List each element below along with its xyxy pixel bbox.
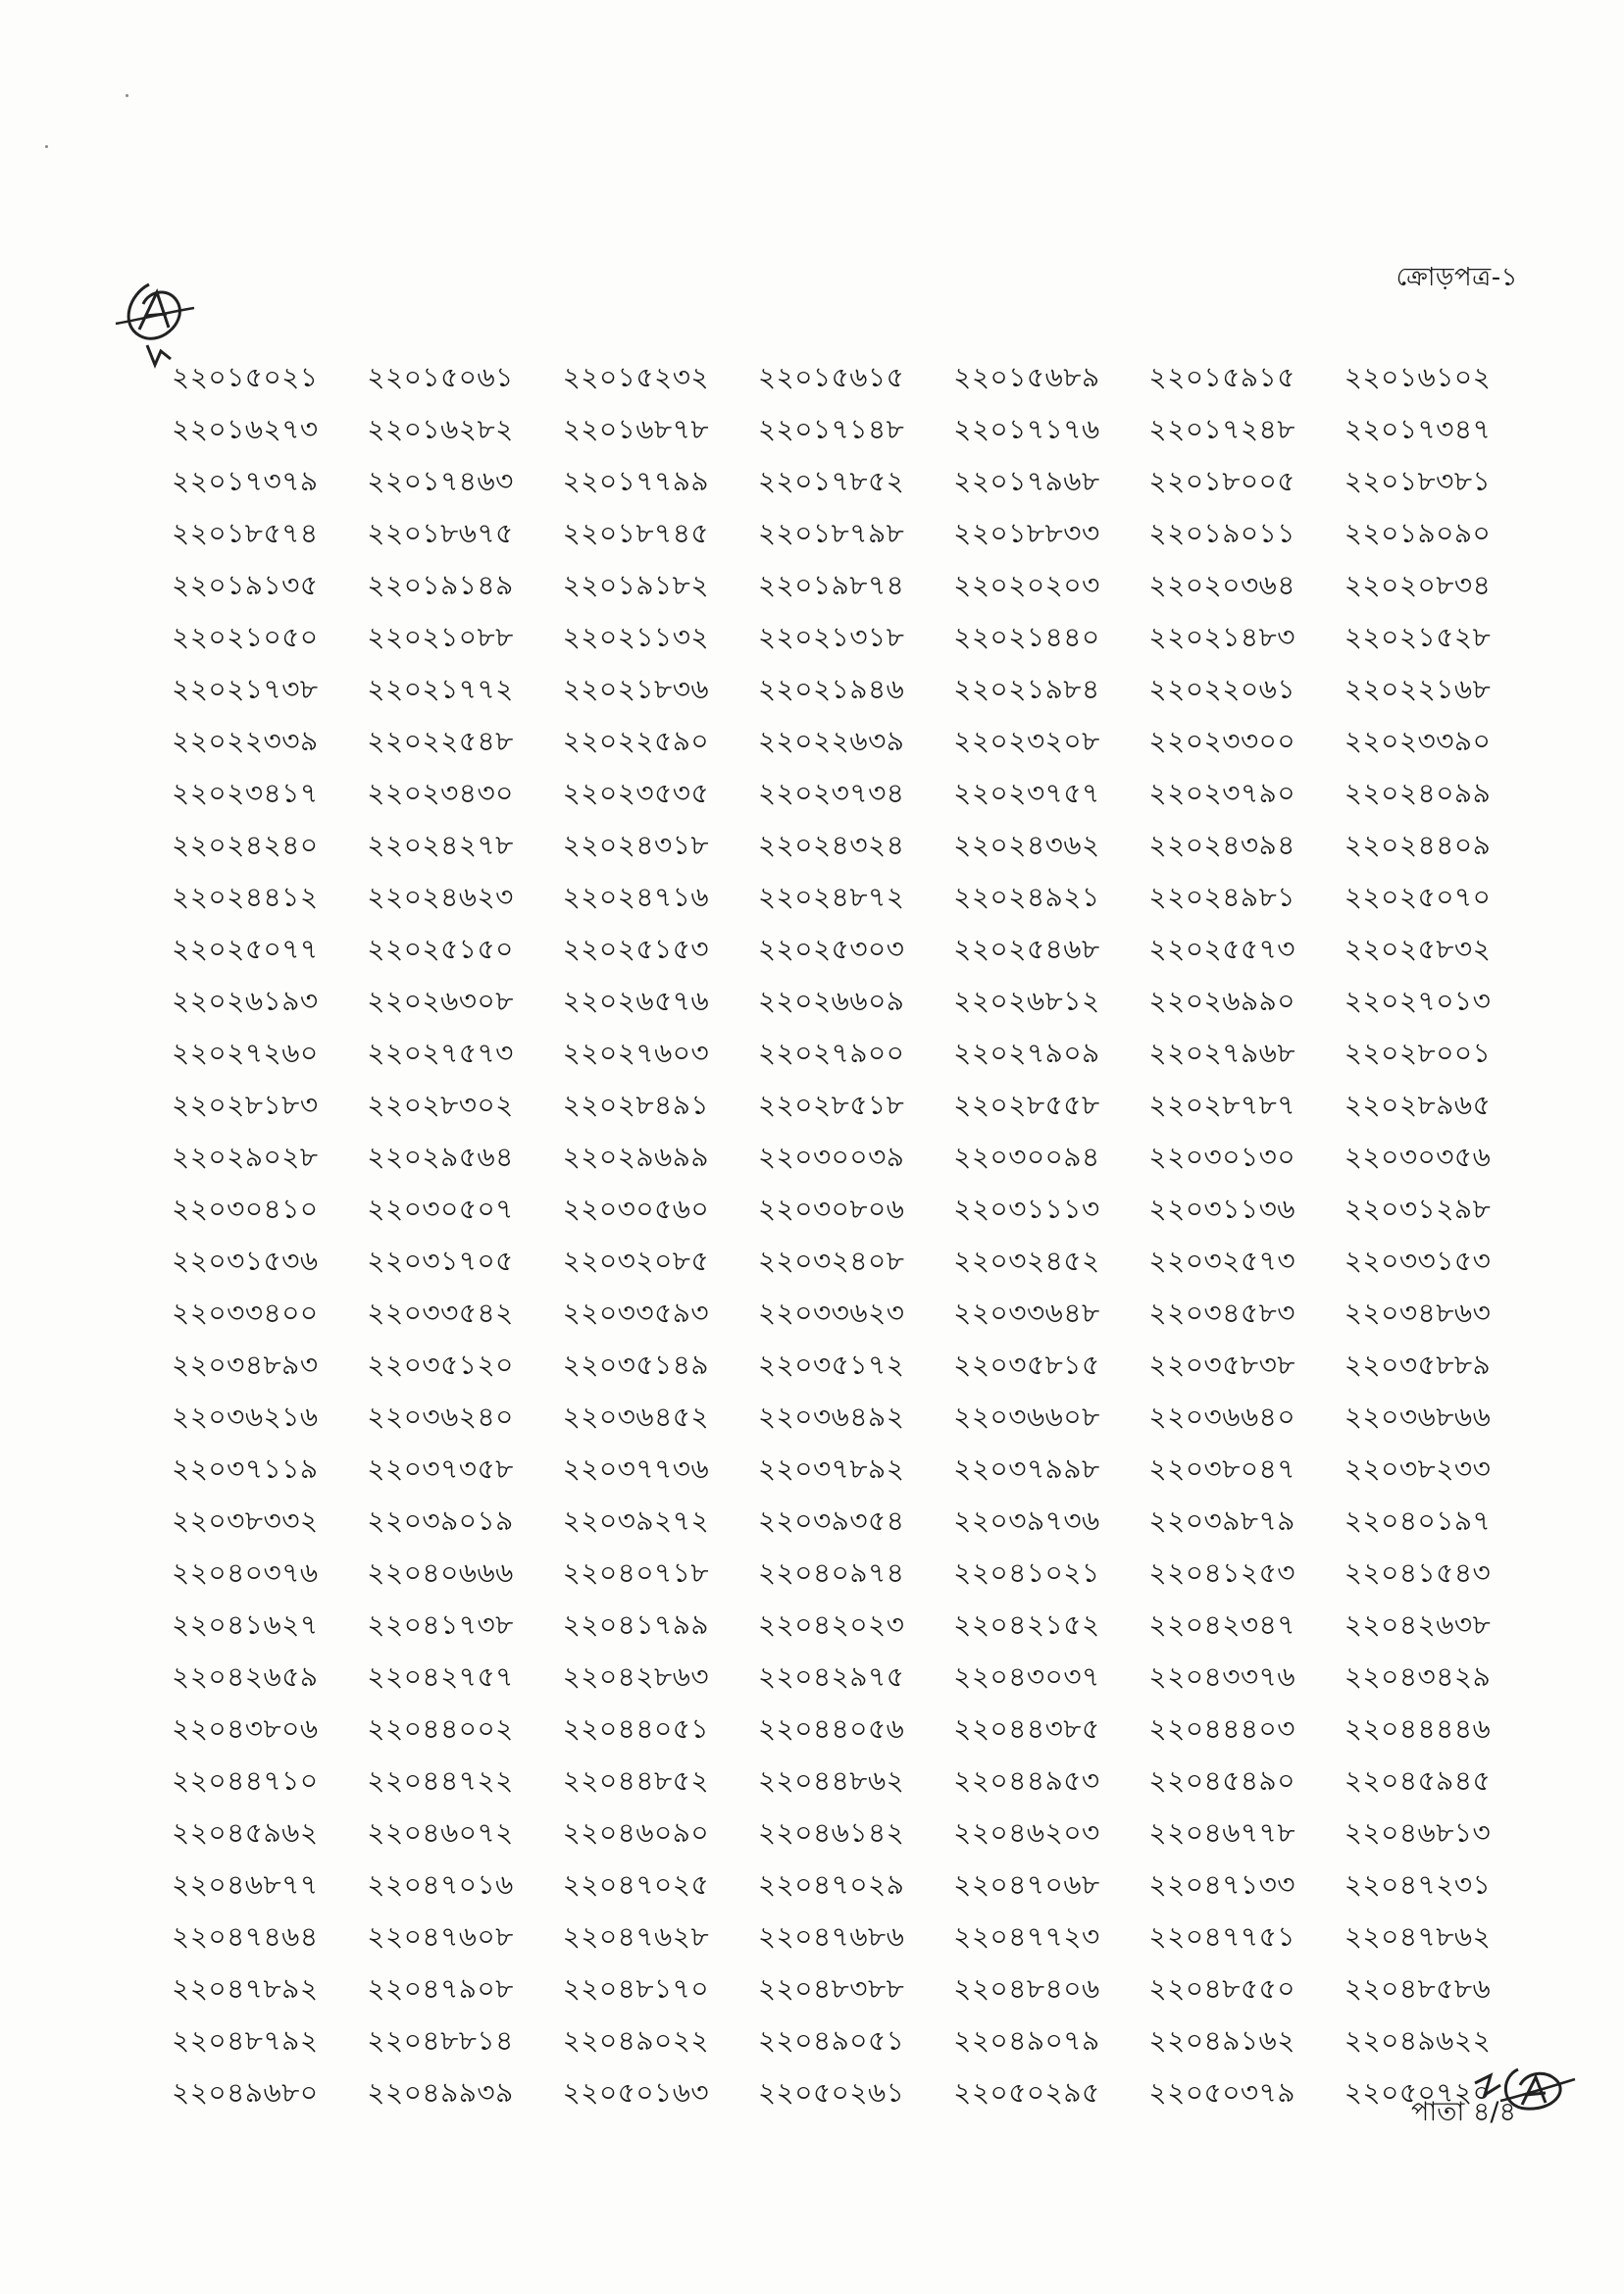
roll-number-cell: ২২০১৮০০৫ <box>1148 465 1295 497</box>
roll-number-cell: ২২০৪৬২০৩ <box>953 1816 1100 1849</box>
table-row <box>172 977 1540 1029</box>
roll-number-cell: ২২০৪০৬৬৬ <box>367 1556 514 1589</box>
roll-number-cell: ২২০১৯০১১ <box>1148 517 1295 549</box>
roll-number-cell: ২২০১৯১৮২ <box>562 569 710 601</box>
roll-number-cell: ২২০৩৪৮৯৩ <box>172 1349 319 1381</box>
roll-number-cell: ২২০২৭২৬০ <box>172 1037 319 1069</box>
roll-number-cell: ২২০২৯৫৬৪ <box>367 1141 514 1173</box>
roll-number-cell: ২২০৩৬৬৪০ <box>1148 1401 1296 1433</box>
roll-number-cell: ২২০২৪৩৯৪ <box>1148 829 1295 861</box>
roll-number-cell: ২২০১৫৬১৫ <box>757 361 905 393</box>
roll-number-cell: ২২০২৩৪৩০ <box>367 777 514 809</box>
roll-number-cell: ২২০৪০৯৭৪ <box>757 1556 905 1589</box>
roll-number-cell: ২২০২৮১৮৩ <box>172 1089 319 1121</box>
roll-number-cell: ২২০২৪৭১৬ <box>562 881 710 913</box>
roll-number-cell: ২২০৪১২৫৩ <box>1148 1556 1295 1589</box>
roll-number-cell: ২২০২০২০৩ <box>953 569 1100 601</box>
roll-number-cell: ২২০২৪৩২৪ <box>757 829 905 861</box>
roll-number-cell: ২২০২১৯৪৬ <box>757 673 905 705</box>
roll-number-cell: ২২০৪৬০৭২ <box>367 1816 514 1849</box>
roll-number-cell: ২২০৩৩৫৯৩ <box>562 1297 710 1329</box>
roll-number-cell: ২২০৩৩৬৪৮ <box>953 1297 1100 1329</box>
roll-number-cell: ২২০২১০৫০ <box>172 621 319 653</box>
roll-number-cell: ২২০১৫৬৮৯ <box>953 361 1100 393</box>
roll-number-cell: ২২০৩৯২৭২ <box>562 1504 710 1537</box>
roll-number-cell: ২২০৪৪৯৫৩ <box>953 1764 1100 1797</box>
roll-number-cell: ২২০১৮৮৩৩ <box>953 517 1100 549</box>
table-row <box>172 1912 1540 1964</box>
roll-number-cell: ২২০৪৯০২২ <box>562 2024 710 2057</box>
table-row <box>172 1497 1540 1549</box>
table-row <box>172 717 1540 769</box>
roll-number-cell: ২২০৫০১৬৩ <box>562 2076 710 2109</box>
roll-number-cell: ২২০২৫৪৬৮ <box>953 933 1100 965</box>
roll-number-cell: ২২০২৮৫১৮ <box>757 1089 905 1121</box>
roll-number-cell: ২২০৪৭১৩৩ <box>1148 1868 1295 1901</box>
roll-number-cell: ২২০২৬৬০৯ <box>757 985 905 1017</box>
roll-number-cell: ২২০৪৯০৭৯ <box>953 2024 1100 2057</box>
roll-number-cell: ২২০৩৭১১৯ <box>172 1453 319 1485</box>
roll-number-cell: ২২০৪৭০২৯ <box>757 1868 905 1901</box>
roll-number-cell: ২২০৪৭৯০৮ <box>367 1972 514 2005</box>
roll-number-cell: ২২০১৭১৪৮ <box>757 413 905 445</box>
roll-number-cell: ২২০৪৩৮০৬ <box>172 1712 319 1745</box>
roll-number-cell: ২২০৩৩৬২৩ <box>757 1297 905 1329</box>
roll-number-cell: ২২০৪৯০৫১ <box>757 2024 905 2057</box>
roll-number-cell: ২২০৪৫৯৪৫ <box>1344 1764 1492 1797</box>
roll-number-cell: ২২০২৪৪০৯ <box>1344 829 1492 861</box>
roll-number-cell: ২২০৪৬৮৭৭ <box>172 1868 319 1901</box>
roll-number-cell: ২২০৩৬৪৯২ <box>757 1401 905 1433</box>
roll-number-cell: ২২০১৬৮৭৮ <box>562 413 710 445</box>
roll-number-cell: ২২০২৬৫৭৬ <box>562 985 710 1017</box>
roll-number-cell: ২২০১৮৬৭৫ <box>367 517 514 549</box>
page-number: পাতা ৪/৪ <box>1411 2097 1516 2127</box>
table-row <box>172 405 1540 457</box>
table-row <box>172 665 1540 717</box>
roll-number-cell: ২২০২৮৫৫৮ <box>953 1089 1100 1121</box>
roll-number-cell: ২২০২৮৪৯১ <box>562 1089 710 1121</box>
roll-number-cell: ২২০৪৪০৫৬ <box>757 1712 905 1745</box>
roll-number-cell: ২২০২৭৯৬৮ <box>1148 1037 1295 1069</box>
roll-number-cell: ২২০৫০২৬১ <box>757 2076 905 2109</box>
table-row <box>172 1861 1540 1912</box>
roll-number-cell: ২২০৩৬৪৫২ <box>562 1401 710 1433</box>
roll-number-cell: ২২০৩৬৬০৮ <box>953 1401 1100 1433</box>
table-row <box>172 353 1540 405</box>
roll-number-cell: ২২০২৫১৫৩ <box>562 933 710 965</box>
roll-number-cell: ২২০৪৬৭৭৮ <box>1148 1816 1295 1849</box>
roll-number-cell: ২২০৫০৩৭৯ <box>1148 2076 1295 2109</box>
roll-number-cell: ২২০৪৭২৩১ <box>1344 1868 1492 1901</box>
roll-number-cell: ২২০৩৯৭৩৬ <box>953 1504 1100 1537</box>
roll-number-cell: ২২০১৯১৩৫ <box>172 569 319 601</box>
roll-number-cell: ২২০৪৭৪৬৪ <box>172 1920 319 1953</box>
roll-number-cell: ২২০৩৮৩৩২ <box>172 1504 319 1537</box>
table-row <box>172 769 1540 821</box>
roll-number-cell: ২২০২১১৩২ <box>562 621 710 653</box>
roll-number-cell: ২২০৪৪৩৮৫ <box>953 1712 1100 1745</box>
roll-number-cell: ২২০৩৭৯৯৮ <box>953 1453 1100 1485</box>
roll-number-cell: ২২০১৮৫৭৪ <box>172 517 319 549</box>
table-row <box>172 1289 1540 1341</box>
table-row <box>172 821 1540 873</box>
roll-number-cell: ২২০২৬৯৯০ <box>1148 985 1295 1017</box>
roll-number-cell: ২২০২৭৯০৯ <box>953 1037 1100 1069</box>
roll-number-cell: ২২০৩০৩৫৬ <box>1344 1141 1492 1173</box>
roll-number-cell: ২২০১৯০৯০ <box>1344 517 1492 549</box>
roll-number-cell: ২২০৪১৭৯৯ <box>562 1608 710 1641</box>
roll-number-cell: ২২০৩৩১৫৩ <box>1344 1245 1492 1277</box>
roll-number-cell: ২২০২১৫২৮ <box>1344 621 1492 653</box>
roll-number-cell: ২২০৪৪০৫১ <box>562 1712 710 1745</box>
roll-number-cell: ২২০৩৪৮৬৩ <box>1344 1297 1492 1329</box>
roll-number-cell: ২২০২৮৯৬৫ <box>1344 1089 1492 1121</box>
roll-number-cell: ২২০৪৭৮৬২ <box>1344 1920 1492 1953</box>
roll-number-cell: ২২০২৪২৭৮ <box>367 829 514 861</box>
roll-number-cell: ২২০১৬১০২ <box>1344 361 1492 393</box>
roll-number-cell: ২২০২৮৭৮৭ <box>1148 1089 1295 1121</box>
roll-number-cell: ২২০৩৩৫৪২ <box>367 1297 514 1329</box>
roll-number-cell: ২২০৩২৪০৮ <box>757 1245 905 1277</box>
roll-number-cell: ২২০৪২৯৭৫ <box>757 1660 905 1693</box>
table-row <box>172 509 1540 561</box>
roll-number-cell: ২২০২৩৫৩৫ <box>562 777 710 809</box>
roll-number-cell: ২২০৩০০৯৪ <box>953 1141 1100 1173</box>
roll-number-cell: ২২০৪৭৮৯২ <box>172 1972 319 2005</box>
table-row <box>172 1185 1540 1237</box>
roll-number-cell: ২২০৪১৬২৭ <box>172 1608 319 1641</box>
roll-number-cell: ২২০১৬২৭৩ <box>172 413 319 445</box>
roll-number-cell: ২২০৪৯৬২২ <box>1344 2024 1492 2057</box>
table-row <box>172 1029 1540 1081</box>
roll-number-cell: ২২০৪২০২৩ <box>757 1608 905 1641</box>
roll-number-cell: ২২০১৬২৮২ <box>367 413 514 445</box>
roll-number-cell: ২২০১৭৩৭৯ <box>172 465 319 497</box>
table-row <box>172 1601 1540 1653</box>
roll-number-cell: ২২০৪৪৮৫২ <box>562 1764 710 1797</box>
roll-number-cell: ২২০২৬৩০৮ <box>367 985 514 1017</box>
roll-number-cell: ২২০৩৯০১৯ <box>367 1504 514 1537</box>
roll-number-cell: ২২০১৭১৭৬ <box>953 413 1100 445</box>
roll-number-cell: ২২০৪৮৩৮৮ <box>757 1972 905 2005</box>
roll-number-cell: ২২০৩৯৩৫৪ <box>757 1504 905 1537</box>
roll-number-cell: ২২০১৭৭৯৯ <box>562 465 710 497</box>
scan-speck <box>126 94 128 97</box>
roll-number-cell: ২২০৩৫১৭২ <box>757 1349 905 1381</box>
roll-number-cell: ২২০২৩৪১৭ <box>172 777 319 809</box>
roll-number-cell: ২২০২৮৩০২ <box>367 1089 514 1121</box>
roll-number-cell: ২২০২২৩৩৯ <box>172 725 319 757</box>
roll-number-cell: ২২০৪৮৫৮৬ <box>1344 1972 1492 2005</box>
roll-number-cell: ২২০৪৭৭৫১ <box>1148 1920 1295 1953</box>
roll-number-cell: ২২০৪৭০৬৮ <box>953 1868 1100 1901</box>
roll-number-cell: ২২০৪১৭৩৮ <box>367 1608 514 1641</box>
table-row <box>172 457 1540 509</box>
roll-number-cell: ২২০২৬৮১২ <box>953 985 1100 1017</box>
table-row <box>172 1133 1540 1185</box>
roll-number-cell: ২২০২৫৩০৩ <box>757 933 905 965</box>
roll-number-cell: ২২০৪৮৫৫০ <box>1148 1972 1295 2005</box>
roll-number-cell: ২২০৩২৫৭৩ <box>1148 1245 1296 1277</box>
roll-number-cell: ২২০৪৪৭২২ <box>367 1764 514 1797</box>
roll-number-cell: ২২০৪৪০০২ <box>367 1712 514 1745</box>
table-row <box>172 873 1540 925</box>
roll-number-cell: ২২০৩১২৯৮ <box>1344 1193 1492 1225</box>
roll-number-cell: ২২০৪৫৯৬২ <box>172 1816 319 1849</box>
roll-number-cell: ২২০৪৩৩৭৬ <box>1148 1660 1296 1693</box>
roll-number-cell: ২২০৩৫১৪৯ <box>562 1349 710 1381</box>
roll-number-cell: ২২০১৯৮৭৪ <box>757 569 905 601</box>
roll-number-cell: ২২০৪৯৬৮০ <box>172 2076 319 2109</box>
roll-number-cell: ২২০৪০১৯৭ <box>1344 1504 1492 1537</box>
roll-number-cell: ২২০৪২৬৩৮ <box>1344 1608 1492 1641</box>
table-row <box>172 1653 1540 1705</box>
roll-number-cell: ২২০৪৯১৬২ <box>1148 2024 1295 2057</box>
roll-number-cell: ২২০২৮০০১ <box>1344 1037 1492 1069</box>
roll-number-cell: ২২০১৭৩৪৭ <box>1344 413 1492 445</box>
roll-number-cell: ২২০১৫৯১৫ <box>1148 361 1295 393</box>
roll-number-cell: ২২০১৫০৬১ <box>367 361 514 393</box>
scan-speck <box>45 145 48 148</box>
table-row <box>172 1081 1540 1133</box>
roll-number-cell: ২২০৩৭৩৫৮ <box>367 1453 514 1485</box>
roll-number-cell: ২২০৪২৩৪৭ <box>1148 1608 1295 1641</box>
roll-number-cell: ২২০৩১১১৩ <box>953 1193 1100 1225</box>
roll-number-cell: ২২০২৩৭৫৭ <box>953 777 1100 809</box>
roll-number-cell: ২২০২৪২৪০ <box>172 829 319 861</box>
roll-number-cell: ২২০৩৭৭৩৬ <box>562 1453 710 1485</box>
roll-number-cell: ২২০২৪৪১২ <box>172 881 319 913</box>
roll-number-cell: ২২০৪২১৫২ <box>953 1608 1100 1641</box>
roll-number-cell: ২২০৪০৩৭৬ <box>172 1556 319 1589</box>
table-row <box>172 2016 1540 2068</box>
roll-number-cell: ২২০২৪৩৬২ <box>953 829 1100 861</box>
table-row <box>172 925 1540 977</box>
table-row <box>172 1445 1540 1497</box>
roll-number-cell: ২২০৪৪৪৪৬ <box>1344 1712 1492 1745</box>
roll-number-cell: ২২০৪৬০৯০ <box>562 1816 710 1849</box>
roll-number-cell: ২২০৩৫৮১৫ <box>953 1349 1100 1381</box>
roll-number-cell: ২২০২৭৯০০ <box>757 1037 905 1069</box>
roll-number-cell: ২২০৪৮৮১৪ <box>367 2024 514 2057</box>
roll-number-cell: ২২০২৪৮৭২ <box>757 881 905 913</box>
roll-number-cell: ২২০৪২৭৫৭ <box>367 1660 514 1693</box>
roll-number-cell: ২২০২২৫৯০ <box>562 725 710 757</box>
roll-number-cell: ২২০৩৬২১৬ <box>172 1401 319 1433</box>
table-row <box>172 2068 1540 2120</box>
roll-number-cell: ২২০২৫৮৩২ <box>1344 933 1492 965</box>
roll-number-cell: ২২০৩৬৮৬৬ <box>1344 1401 1492 1433</box>
roll-number-cell: ২২০৩৫৮৮৯ <box>1344 1349 1492 1381</box>
roll-number-cell: ২২০২৭৬০৩ <box>562 1037 710 1069</box>
roll-number-cell: ২২০২৩৩০০ <box>1148 725 1296 757</box>
roll-number-cell: ২২০৪৬৮১৩ <box>1344 1816 1492 1849</box>
roll-number-cell: ২২০২২৫৪৮ <box>367 725 514 757</box>
roll-number-cell: ২২০২৬১৯৩ <box>172 985 319 1017</box>
roll-number-cell: ২২০৪৭৬২৮ <box>562 1920 710 1953</box>
roll-number-cell: ২২০২৪৬২৩ <box>367 881 514 913</box>
roll-number-cell: ২২০৩০৫০৭ <box>367 1193 514 1225</box>
roll-number-cell: ২২০৩৮২৩৩ <box>1344 1453 1492 1485</box>
roll-number-cell: ২২০২৪৯২১ <box>953 881 1100 913</box>
table-row <box>172 1757 1540 1809</box>
table-row <box>172 1705 1540 1757</box>
table-row <box>172 613 1540 665</box>
roll-number-cell: ২২০৩০৪১০ <box>172 1193 319 1225</box>
roll-number-cell: ২২০৩২০৮৫ <box>562 1245 710 1277</box>
table-row <box>172 1549 1540 1601</box>
roll-number-cell: ২২০২১৮৩৬ <box>562 673 710 705</box>
roll-number-cell: ২২০৪২৬৫৯ <box>172 1660 319 1693</box>
roll-number-cell: ২২০২২০৬১ <box>1148 673 1296 705</box>
roll-number-cell: ২২০২১৭৭২ <box>367 673 514 705</box>
roll-number-cell: ২২০৩৭৮৯২ <box>757 1453 905 1485</box>
roll-number-cell: ২২০২১৩১৮ <box>757 621 905 653</box>
roll-number-cell: ২২০১৫০২১ <box>172 361 319 393</box>
roll-number-cell: ২২০২০৮৩৪ <box>1344 569 1492 601</box>
roll-number-cell: ২২০৪৮৪০৬ <box>953 1972 1100 2005</box>
roll-number-cell: ২২০৩১১৩৬ <box>1148 1193 1295 1225</box>
roll-number-cell: ২২০১৮৭৪৫ <box>562 517 710 549</box>
roll-number-cell: ২২০৪১৫৪৩ <box>1344 1556 1492 1589</box>
roll-number-cell: ২২০৪৮৭৯২ <box>172 2024 319 2057</box>
roll-number-cell: ২২০৪১০২১ <box>953 1556 1100 1589</box>
roll-number-cell: ২২০২১৯৮৪ <box>953 673 1100 705</box>
roll-number-cell: ২২০৪০৭১৮ <box>562 1556 710 1589</box>
roll-number-cell: ২২০১৫২৩২ <box>562 361 710 393</box>
table-row <box>172 1341 1540 1393</box>
roll-number-cell: ২২০৪৪৭১০ <box>172 1764 319 1797</box>
roll-number-cell: ২২০১৭৯৬৮ <box>953 465 1100 497</box>
roll-number-cell: ২২০২১৪৮৩ <box>1148 621 1295 653</box>
roll-number-cell: ২২০২১০৮৮ <box>367 621 514 653</box>
roll-number-cell: ২২০৩২৪৫২ <box>953 1245 1100 1277</box>
roll-number-table <box>172 353 1540 2120</box>
roll-number-cell: ২২০৪৪৮৬২ <box>757 1764 905 1797</box>
roll-number-cell: ২২০৪৩০৩৭ <box>953 1660 1100 1693</box>
roll-number-cell: ২২০৩০১৩০ <box>1148 1141 1296 1173</box>
roll-number-cell: ২২০২৭৫৭৩ <box>367 1037 514 1069</box>
roll-number-cell: ২২০৪৭৬৮৬ <box>757 1920 905 1953</box>
roll-number-cell: ২২০৩৬২৪০ <box>367 1401 514 1433</box>
roll-number-cell: ২২০৪৮১৭০ <box>562 1972 710 2005</box>
roll-number-cell: ২২০৩৩৪০০ <box>172 1297 319 1329</box>
roll-number-cell: ২২০২৩৭৩৪ <box>757 777 905 809</box>
roll-number-cell: ২২০২১৪৪০ <box>953 621 1100 653</box>
roll-number-cell: ২২০২৪৩১৮ <box>562 829 710 861</box>
roll-number-cell: ২২০৪৪৪০৩ <box>1148 1712 1295 1745</box>
roll-number-cell: ২২০৪৩৪২৯ <box>1344 1660 1492 1693</box>
table-row <box>172 1237 1540 1289</box>
roll-number-cell: ২২০২৯৬৯৯ <box>562 1141 710 1173</box>
roll-number-cell: ২২০৩০৮০৬ <box>757 1193 905 1225</box>
roll-number-cell: ২২০৩০০৩৯ <box>757 1141 905 1173</box>
table-row <box>172 561 1540 613</box>
roll-number-cell: ২২০২২১৬৮ <box>1344 673 1492 705</box>
roll-number-cell: ২২০২৩৩৯০ <box>1344 725 1492 757</box>
roll-number-cell: ২২০২২৬৩৯ <box>757 725 905 757</box>
roll-number-cell: ২২০২৩২০৮ <box>953 725 1100 757</box>
roll-number-cell: ২২০২০৩৬৪ <box>1148 569 1296 601</box>
roll-number-cell: ২২০৪৫৪৯০ <box>1148 1764 1295 1797</box>
roll-number-cell: ২২০১৭২৪৮ <box>1148 413 1295 445</box>
roll-number-cell: ২২০২১৭৩৮ <box>172 673 319 705</box>
annex-label: ক্রোড়পত্র-১ <box>1396 263 1518 292</box>
table-row <box>172 1809 1540 1861</box>
roll-number-cell: ২২০৩৫৮৩৮ <box>1148 1349 1295 1381</box>
roll-number-cell: ২২০২৫০৭৭ <box>172 933 319 965</box>
roll-number-cell: ২২০২৫১৫০ <box>367 933 514 965</box>
roll-number-cell: ২২০৪৬১৪২ <box>757 1816 905 1849</box>
roll-number-cell: ২২০২৫৫৭৩ <box>1148 933 1295 965</box>
roll-number-cell: ২২০২৭০১৩ <box>1344 985 1492 1017</box>
table-row <box>172 1964 1540 2016</box>
roll-number-cell: ২২০১৭৮৫২ <box>757 465 905 497</box>
roll-number-cell: ২২০১৮৩৮১ <box>1344 465 1492 497</box>
roll-number-cell: ২২০৩৯৮৭৯ <box>1148 1504 1295 1537</box>
roll-number-cell: ২২০১৯১৪৯ <box>367 569 514 601</box>
roll-number-cell: ২২০২৪০৯৯ <box>1344 777 1492 809</box>
roll-number-cell: ২২০১৮৭৯৮ <box>757 517 905 549</box>
roll-number-cell: ২২০৪৭৭২৩ <box>953 1920 1100 1953</box>
roll-number-cell: ২২০৩৮০৪৭ <box>1148 1453 1295 1485</box>
roll-number-cell: ২২০৩৪৫৮৩ <box>1148 1297 1295 1329</box>
roll-number-cell: ২২০৩০৫৬০ <box>562 1193 710 1225</box>
roll-number-cell: ২২০২৫০৭০ <box>1344 881 1492 913</box>
roll-number-cell: ২২০৪২৮৬৩ <box>562 1660 710 1693</box>
roll-number-cell: ২২০২৯০২৮ <box>172 1141 319 1173</box>
roll-number-cell: ২২০৪৯৯৩৯ <box>367 2076 514 2109</box>
roll-number-cell: ২২০৫০৭২০ <box>1344 2076 1492 2109</box>
roll-number-cell: ২২০১৭৪৬৩ <box>367 465 514 497</box>
roll-number-cell: ২২০৪৭৬০৮ <box>367 1920 514 1953</box>
roll-number-cell: ২২০৩৫১২০ <box>367 1349 514 1381</box>
roll-number-cell: ২২০৩১৭০৫ <box>367 1245 514 1277</box>
roll-number-cell: ২২০৫০২৯৫ <box>953 2076 1100 2109</box>
roll-number-cell: ২২০৪৭০২৫ <box>562 1868 710 1901</box>
table-row <box>172 1393 1540 1445</box>
roll-number-cell: ২২০২৩৭৯০ <box>1148 777 1296 809</box>
roll-number-cell: ২২০২৪৯৮১ <box>1148 881 1295 913</box>
roll-number-cell: ২২০৩১৫৩৬ <box>172 1245 319 1277</box>
roll-number-cell: ২২০৪৭০১৬ <box>367 1868 514 1901</box>
